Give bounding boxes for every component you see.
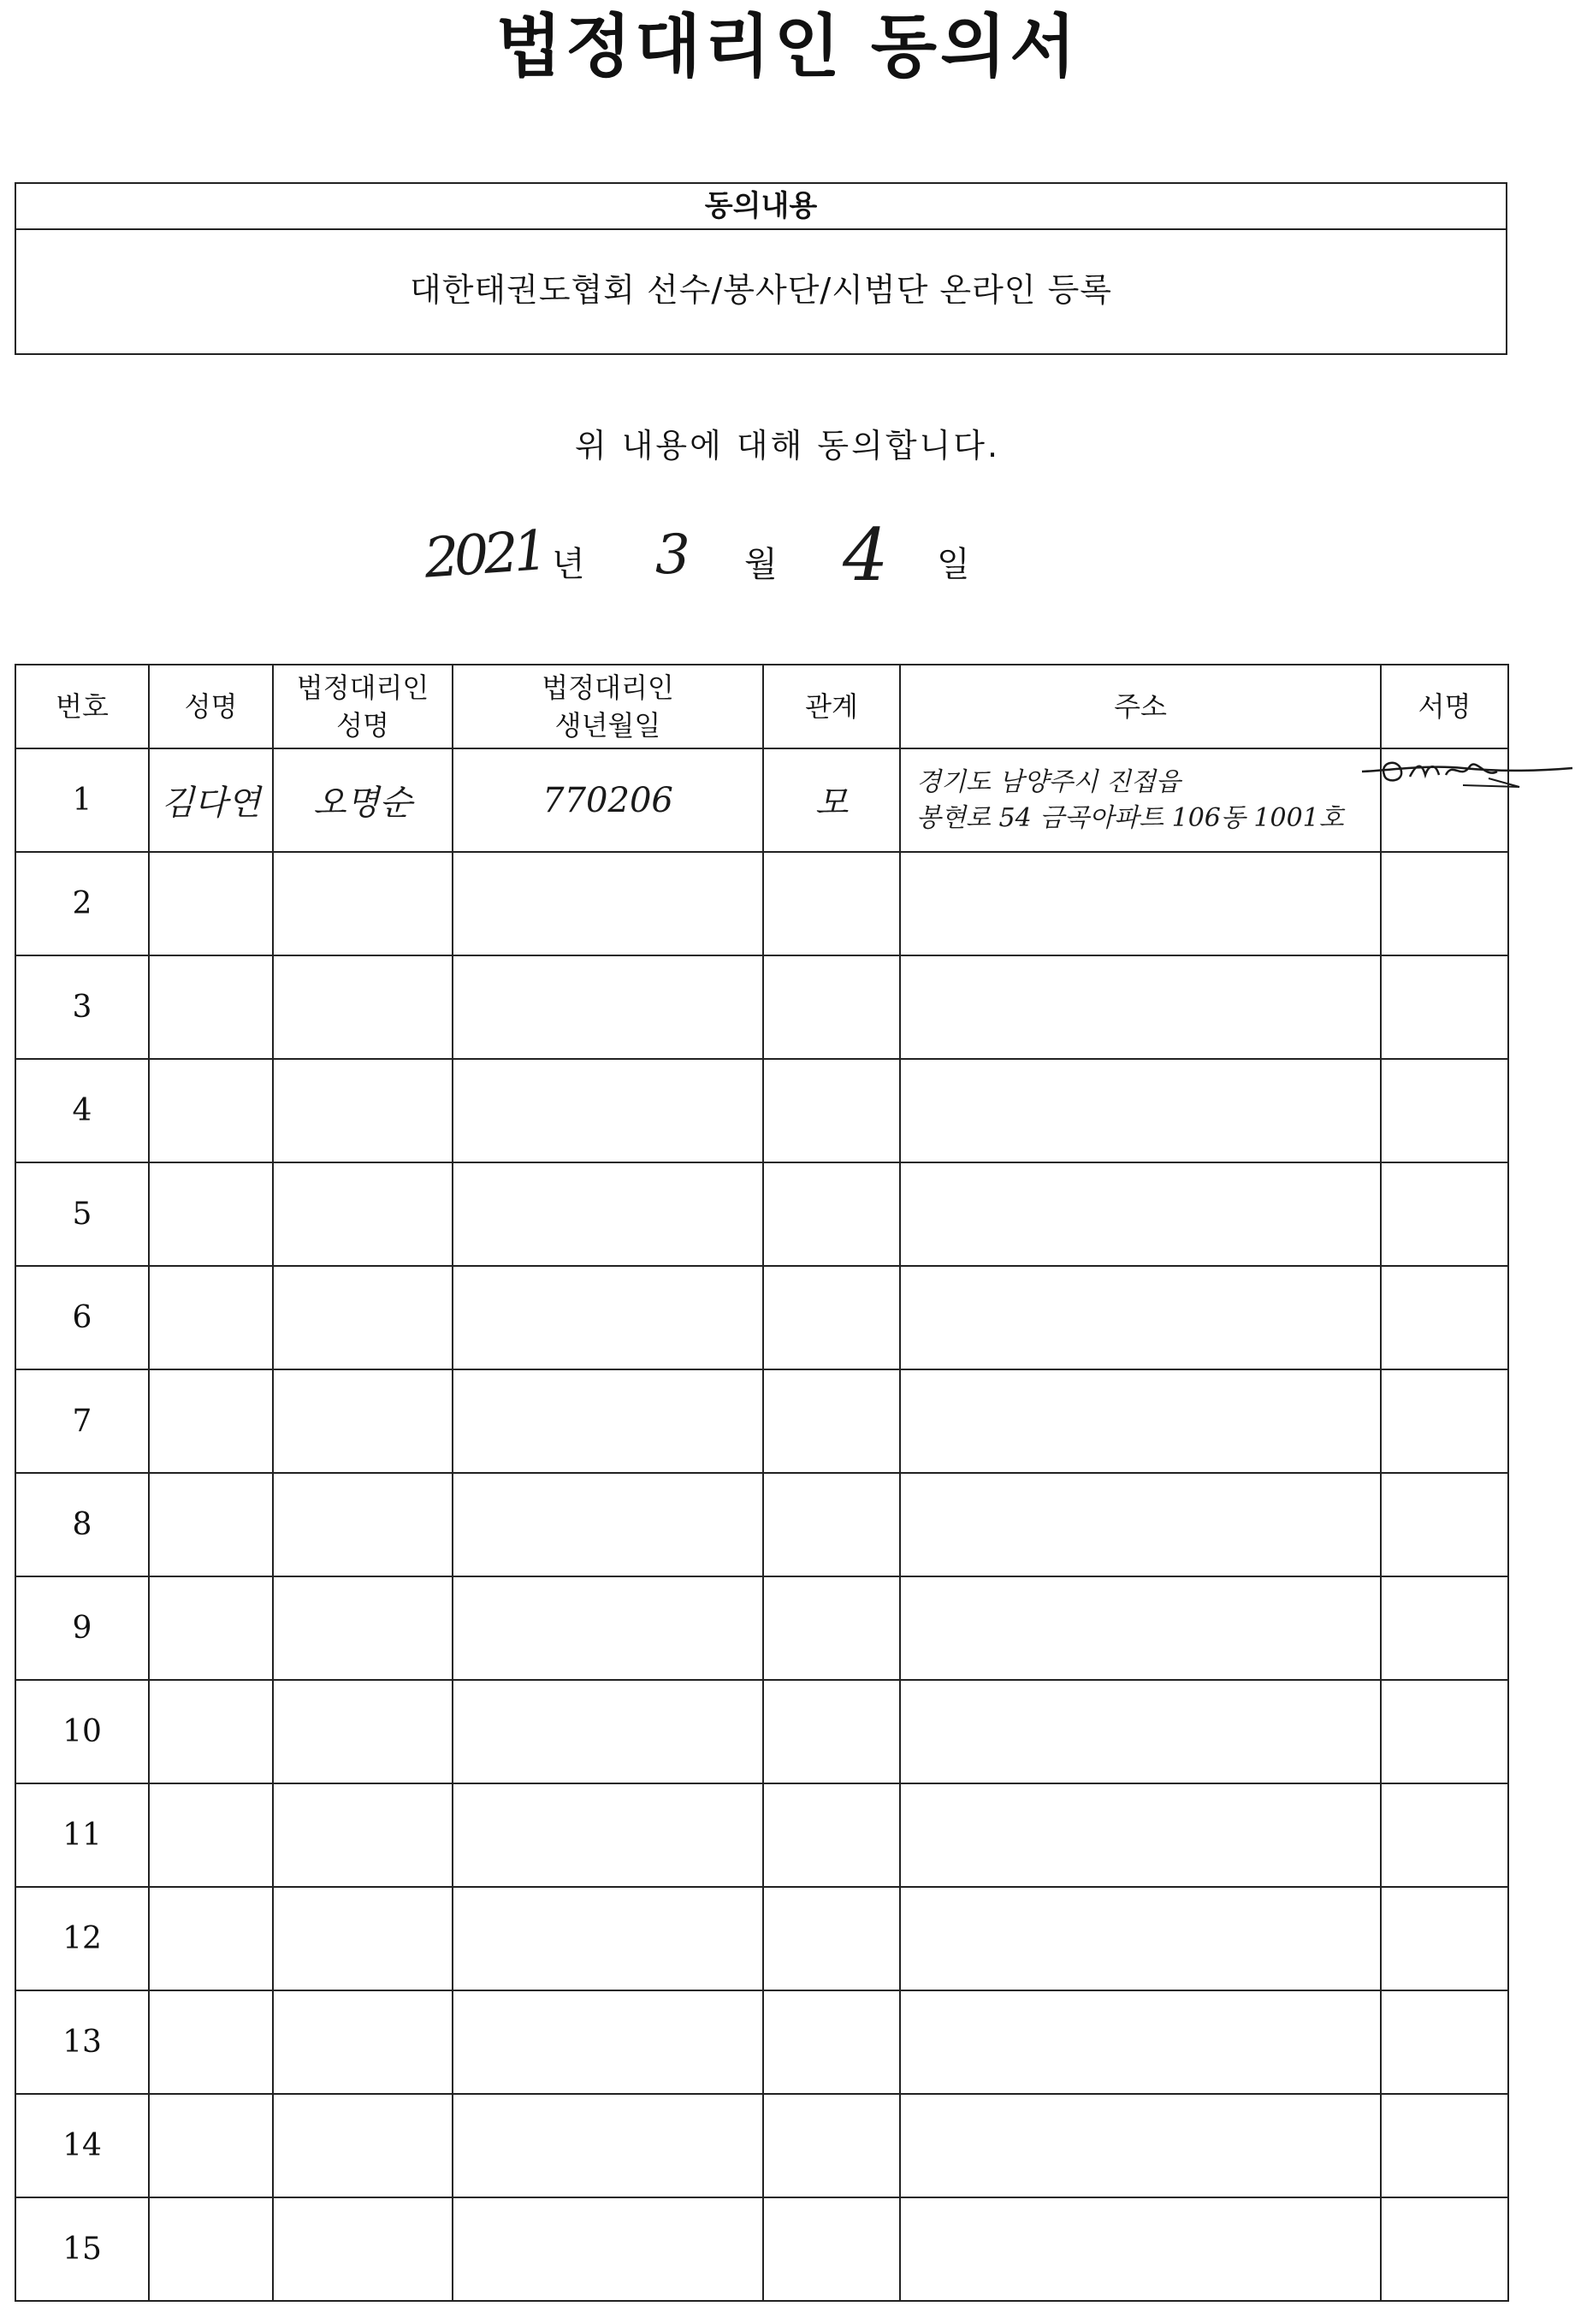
agreement-statement: 위 내용에 대해 동의합니다. xyxy=(574,427,1001,464)
date-year: 2021 xyxy=(422,519,546,591)
cell-name xyxy=(149,1473,273,1576)
cell-guardian-birth xyxy=(453,852,763,955)
cell-no: 7 xyxy=(15,1369,149,1473)
cell-name xyxy=(149,1576,273,1680)
cell-relation xyxy=(763,852,900,955)
cell-guardian-birth xyxy=(453,1576,763,1680)
date-day-unit: 일 xyxy=(937,545,970,584)
header-guardian-name-line2: 성명 xyxy=(336,709,389,742)
cell-no: 11 xyxy=(15,1783,149,1887)
cell-guardian-name xyxy=(273,1783,453,1887)
cell-relation xyxy=(763,1059,900,1162)
cell-address xyxy=(900,1473,1381,1576)
cell-guardian-name xyxy=(273,2197,453,2301)
cell-signature xyxy=(1381,1059,1508,1162)
cell-signature xyxy=(1381,1887,1508,1990)
cell-signature xyxy=(1381,1369,1508,1473)
cell-name xyxy=(149,1680,273,1783)
cell-guardian-birth xyxy=(453,1059,763,1162)
cell-relation: 모 xyxy=(763,748,900,852)
cell-name xyxy=(149,2094,273,2197)
cell-guardian-birth xyxy=(453,1680,763,1783)
cell-signature xyxy=(1381,1680,1508,1783)
cell-guardian-birth xyxy=(453,1783,763,1887)
signature-scribble xyxy=(1360,746,1574,797)
cell-guardian-name xyxy=(273,1266,453,1369)
cell-signature xyxy=(1381,2094,1508,2197)
cell-name xyxy=(149,1990,273,2094)
cell-relation xyxy=(763,1990,900,2094)
cell-no: 3 xyxy=(15,955,149,1059)
cell-name xyxy=(149,1266,273,1369)
table-row xyxy=(15,1059,1508,1162)
table-row xyxy=(15,1162,1508,1266)
address-line1: 경기도 남양주시 진접읍 xyxy=(916,766,1181,797)
cell-address xyxy=(900,1990,1381,2094)
cell-no: 8 xyxy=(15,1473,149,1576)
table-row xyxy=(15,1783,1508,1887)
consent-content: 대한태권도협회 선수/봉사단/시범단 온라인 등록 xyxy=(409,271,1112,309)
cell-signature xyxy=(1381,2197,1508,2301)
cell-guardian-name xyxy=(273,1059,453,1162)
cell-address xyxy=(900,748,1381,852)
cell-address xyxy=(900,2094,1381,2197)
cell-relation xyxy=(763,1576,900,1680)
cell-no: 1 xyxy=(15,748,149,852)
date-day: 4 xyxy=(843,513,889,597)
cell-signature xyxy=(1381,955,1508,1059)
cell-signature xyxy=(1381,1162,1508,1266)
header-guardian-name-line1: 법정대리인 xyxy=(296,671,429,704)
header-guardian-birth-line1: 법정대리인 xyxy=(542,671,674,704)
cell-relation xyxy=(763,2094,900,2197)
cell-address xyxy=(900,1162,1381,1266)
cell-no: 9 xyxy=(15,1576,149,1680)
cell-name: 김다연 xyxy=(149,748,273,852)
cell-address xyxy=(900,1783,1381,1887)
table-header-row xyxy=(15,665,1508,748)
cell-guardian-name xyxy=(273,1680,453,1783)
cell-relation xyxy=(763,1473,900,1576)
cell-guardian-name xyxy=(273,1887,453,1990)
header-relation: 관계 xyxy=(763,665,900,748)
cell-guardian-birth xyxy=(453,1990,763,2094)
cell-name xyxy=(149,1369,273,1473)
cell-address xyxy=(900,2197,1381,2301)
cell-address xyxy=(900,1680,1381,1783)
cell-no: 10 xyxy=(15,1680,149,1783)
date-year-unit: 년 xyxy=(552,545,585,584)
cell-guardian-birth xyxy=(453,1162,763,1266)
cell-relation xyxy=(763,2197,900,2301)
cell-guardian-name xyxy=(273,852,453,955)
cell-no: 15 xyxy=(15,2197,149,2301)
cell-no: 2 xyxy=(15,852,149,955)
table-row xyxy=(15,748,1508,852)
consent-header: 동의내용 xyxy=(16,184,1506,230)
table-row xyxy=(15,1369,1508,1473)
cell-signature xyxy=(1381,1266,1508,1369)
table-row xyxy=(15,2094,1508,2197)
cell-guardian-birth xyxy=(453,1887,763,1990)
cell-guardian-birth xyxy=(453,1266,763,1369)
table-row xyxy=(15,1887,1508,1990)
cell-guardian-birth: 770206 xyxy=(453,748,763,852)
guardian-table xyxy=(15,664,1509,2302)
header-address: 주소 xyxy=(900,665,1381,748)
cell-address xyxy=(900,1369,1381,1473)
cell-guardian-birth xyxy=(453,955,763,1059)
cell-guardian-name xyxy=(273,2094,453,2197)
cell-address xyxy=(900,1576,1381,1680)
cell-relation xyxy=(763,955,900,1059)
header-name: 성명 xyxy=(149,665,273,748)
cell-name xyxy=(149,2197,273,2301)
cell-name xyxy=(149,1162,273,1266)
table-row xyxy=(15,1990,1508,2094)
cell-guardian-name xyxy=(273,1473,453,1576)
table-row xyxy=(15,1473,1508,1576)
cell-name xyxy=(149,852,273,955)
cell-relation xyxy=(763,1266,900,1369)
cell-name xyxy=(149,955,273,1059)
cell-relation xyxy=(763,1369,900,1473)
cell-address xyxy=(900,852,1381,955)
header-guardian-name xyxy=(273,665,453,748)
header-no: 번호 xyxy=(15,665,149,748)
cell-guardian-name xyxy=(273,955,453,1059)
cell-relation xyxy=(763,1680,900,1783)
cell-relation xyxy=(763,1887,900,1990)
cell-no: 5 xyxy=(15,1162,149,1266)
cell-signature xyxy=(1381,1473,1508,1576)
cell-address xyxy=(900,1887,1381,1990)
cell-no: 4 xyxy=(15,1059,149,1162)
cell-name xyxy=(149,1059,273,1162)
document-title: 법정대리인 동의서 xyxy=(495,7,1080,86)
cell-signature xyxy=(1381,1783,1508,1887)
cell-address xyxy=(900,1266,1381,1369)
cell-signature xyxy=(1381,852,1508,955)
cell-signature xyxy=(1381,1990,1508,2094)
date-month: 3 xyxy=(655,523,690,587)
table-row xyxy=(15,2197,1508,2301)
table-row xyxy=(15,852,1508,955)
cell-guardian-birth xyxy=(453,2197,763,2301)
table-row xyxy=(15,1576,1508,1680)
date-month-unit: 월 xyxy=(744,545,778,584)
cell-name xyxy=(149,1887,273,1990)
cell-name xyxy=(149,1783,273,1887)
header-guardian-birth xyxy=(453,665,763,748)
cell-guardian-name xyxy=(273,1576,453,1680)
cell-guardian-birth xyxy=(453,1369,763,1473)
cell-no: 6 xyxy=(15,1266,149,1369)
cell-guardian-name xyxy=(273,1369,453,1473)
cell-address xyxy=(900,955,1381,1059)
consent-box xyxy=(15,182,1507,355)
cell-guardian-birth xyxy=(453,1473,763,1576)
table-row xyxy=(15,1266,1508,1369)
cell-signature xyxy=(1381,1576,1508,1680)
cell-no: 14 xyxy=(15,2094,149,2197)
table-row xyxy=(15,955,1508,1059)
cell-address xyxy=(900,1059,1381,1162)
cell-relation xyxy=(763,1783,900,1887)
cell-guardian-name: 오명순 xyxy=(273,748,453,852)
cell-no: 13 xyxy=(15,1990,149,2094)
cell-no: 12 xyxy=(15,1887,149,1990)
header-signature: 서명 xyxy=(1381,665,1508,748)
cell-guardian-name xyxy=(273,1990,453,2094)
cell-guardian-name xyxy=(273,1162,453,1266)
header-guardian-birth-line2: 생년월일 xyxy=(554,709,661,742)
address-line2: 봉현로 54 금곡아파트 106동 1001호 xyxy=(916,802,1344,833)
cell-relation xyxy=(763,1162,900,1266)
cell-guardian-birth xyxy=(453,2094,763,2197)
table-row xyxy=(15,1680,1508,1783)
